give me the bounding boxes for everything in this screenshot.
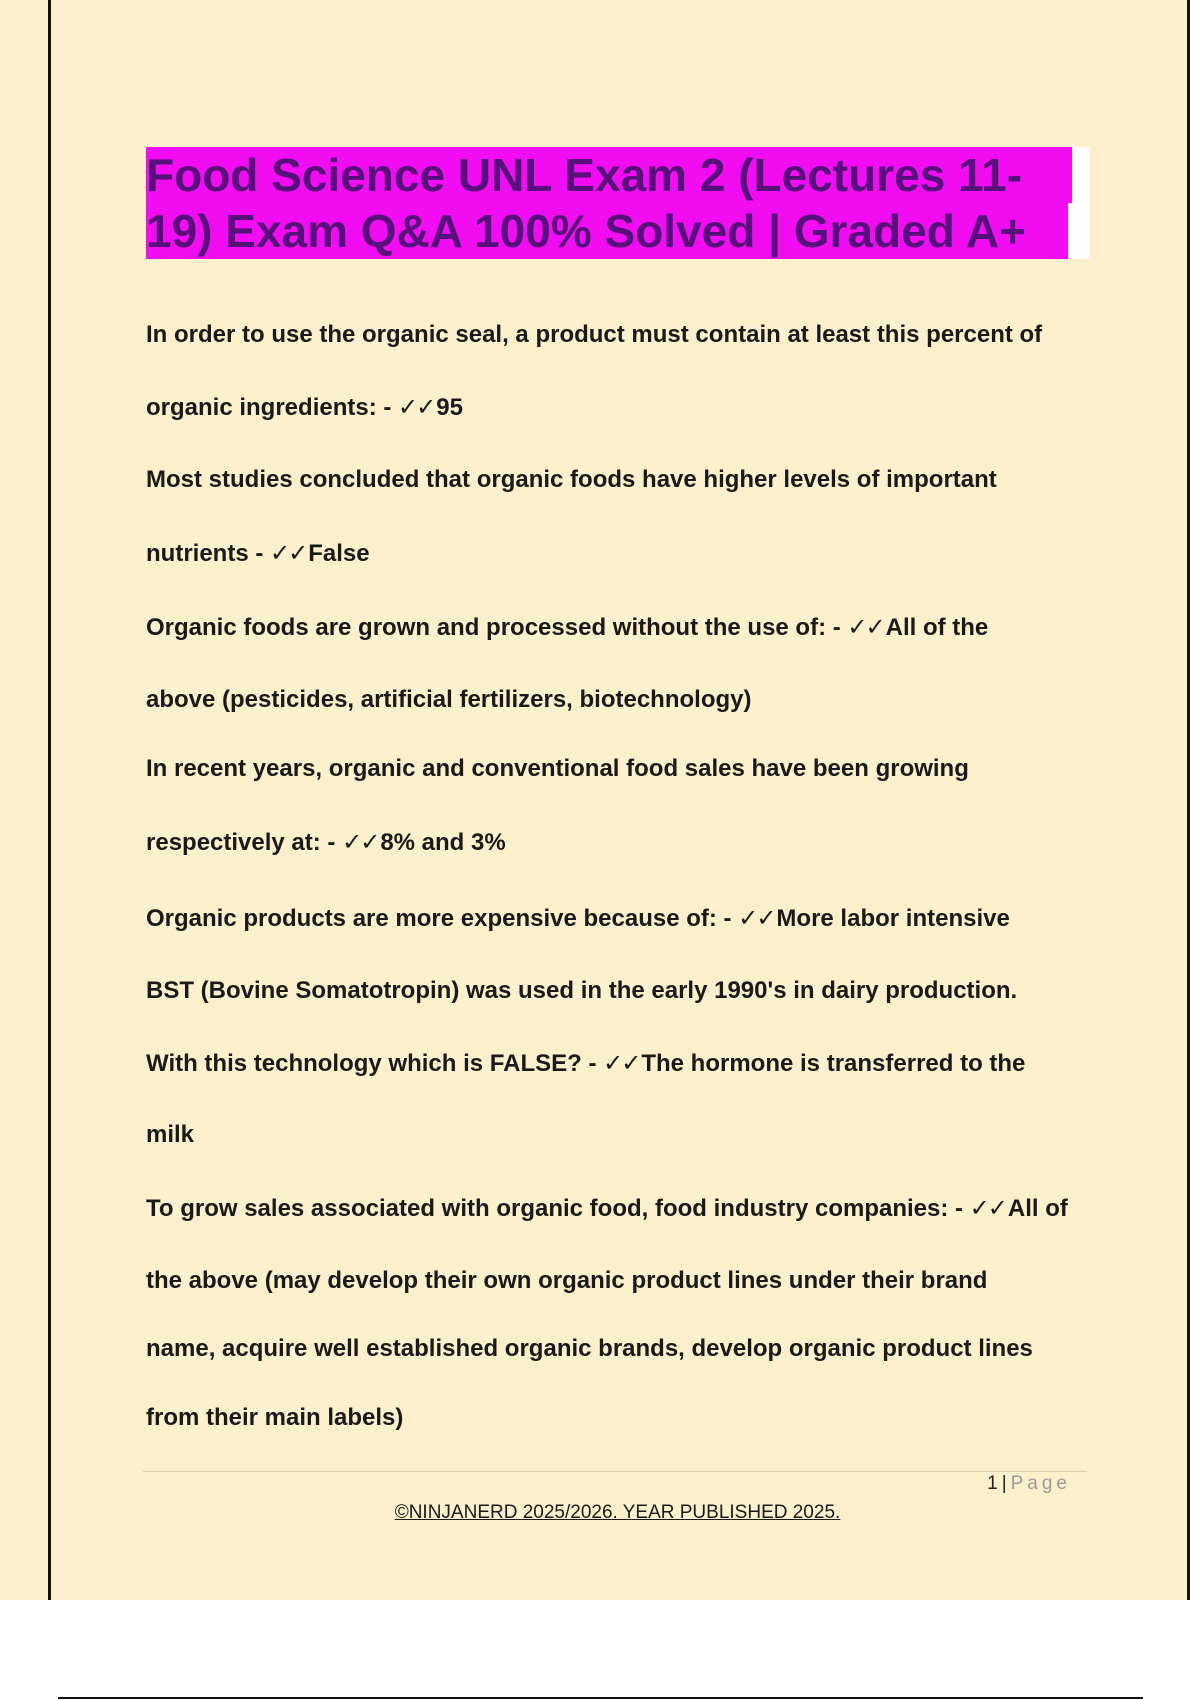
qa-text: In recent years, organic and conventional food sales have been growing	[146, 755, 969, 782]
question-text: With this technology which is FALSE? -	[146, 1050, 604, 1077]
answer-text: 95	[436, 394, 463, 421]
qa-line	[146, 392, 463, 422]
qa-line	[146, 538, 370, 568]
qa-text: above (pesticides, artificial fertilizers, biotechnology)	[146, 686, 752, 713]
title-line-1	[146, 147, 1072, 203]
qa-text: the above (may develop their own organic product lines under their brand	[146, 1267, 988, 1294]
qa-line	[146, 827, 506, 857]
title-line-2	[146, 203, 1068, 259]
qa-text: from their main labels)	[146, 1404, 404, 1431]
title-highlight-gap	[1072, 147, 1090, 203]
question-text: Organic products are more expensive because of: -	[146, 905, 739, 932]
double-check-icon: ✓✓	[847, 613, 884, 641]
copyright-notice: ©NINJANERD 2025/2026. YEAR PUBLISHED 2025.	[394, 1502, 841, 1523]
double-check-icon: ✓✓	[738, 904, 775, 932]
qa-line	[146, 1120, 194, 1150]
answer-text: 8% and 3%	[380, 829, 506, 856]
double-check-icon: ✓✓	[969, 1194, 1006, 1222]
answer-text: More labor intensive	[776, 905, 1010, 932]
qa-line	[146, 1266, 987, 1296]
title-line-1-text: Food Science UNL Exam 2 (Lectures 11-	[146, 149, 1023, 201]
page-number-separator: |	[1001, 1473, 1007, 1494]
qa-text: name, acquire well established organic brands, develop organic product lines	[146, 1335, 1033, 1362]
qa-line	[146, 903, 1010, 933]
qa-line	[146, 754, 969, 784]
document-title	[146, 147, 1090, 259]
double-check-icon: ✓✓	[603, 1049, 640, 1077]
qa-line	[146, 612, 988, 642]
qa-line	[146, 976, 1017, 1006]
double-check-icon: ✓✓	[342, 828, 379, 856]
left-border-rule	[48, 0, 51, 1600]
question-text: respectively at: -	[146, 829, 343, 856]
page-label: Page	[1010, 1473, 1071, 1494]
question-text: Organic foods are grown and processed without the use of: -	[146, 614, 848, 641]
double-check-icon: ✓✓	[398, 393, 435, 421]
question-text: nutrients -	[146, 540, 270, 567]
qa-line	[146, 465, 997, 495]
answer-text: False	[308, 540, 370, 567]
answer-text: The hormone is transferred to the	[641, 1050, 1026, 1077]
answer-text: All of	[1007, 1195, 1068, 1222]
double-check-icon: ✓✓	[270, 539, 307, 567]
qa-line	[146, 1403, 403, 1433]
qa-text: BST (Bovine Somatotropin) was used in the early 1990's in dairy production.	[146, 977, 1018, 1004]
qa-line	[146, 1334, 1033, 1364]
qa-text: In order to use the organic seal, a product must contain at least this percent of	[146, 321, 1043, 348]
footer-divider	[143, 1471, 1087, 1472]
question-text: organic ingredients: -	[146, 394, 399, 421]
title-line-2-text: 19) Exam Q&A 100% Solved | Graded A+	[146, 205, 1026, 257]
page-number	[987, 1473, 1071, 1495]
question-text: To grow sales associated with organic food, food industry companies: -	[146, 1195, 970, 1222]
answer-text: All of the	[885, 614, 989, 641]
bottom-divider	[58, 1697, 1143, 1699]
qa-line	[146, 1048, 1025, 1078]
page-number-value: 1	[987, 1473, 998, 1494]
qa-line	[146, 1193, 1068, 1223]
title-highlight-gap	[1068, 203, 1090, 259]
qa-text: milk	[146, 1121, 195, 1148]
qa-line	[146, 320, 1042, 350]
qa-line	[146, 685, 751, 715]
qa-text: Most studies concluded that organic foods have higher levels of important	[146, 466, 997, 493]
